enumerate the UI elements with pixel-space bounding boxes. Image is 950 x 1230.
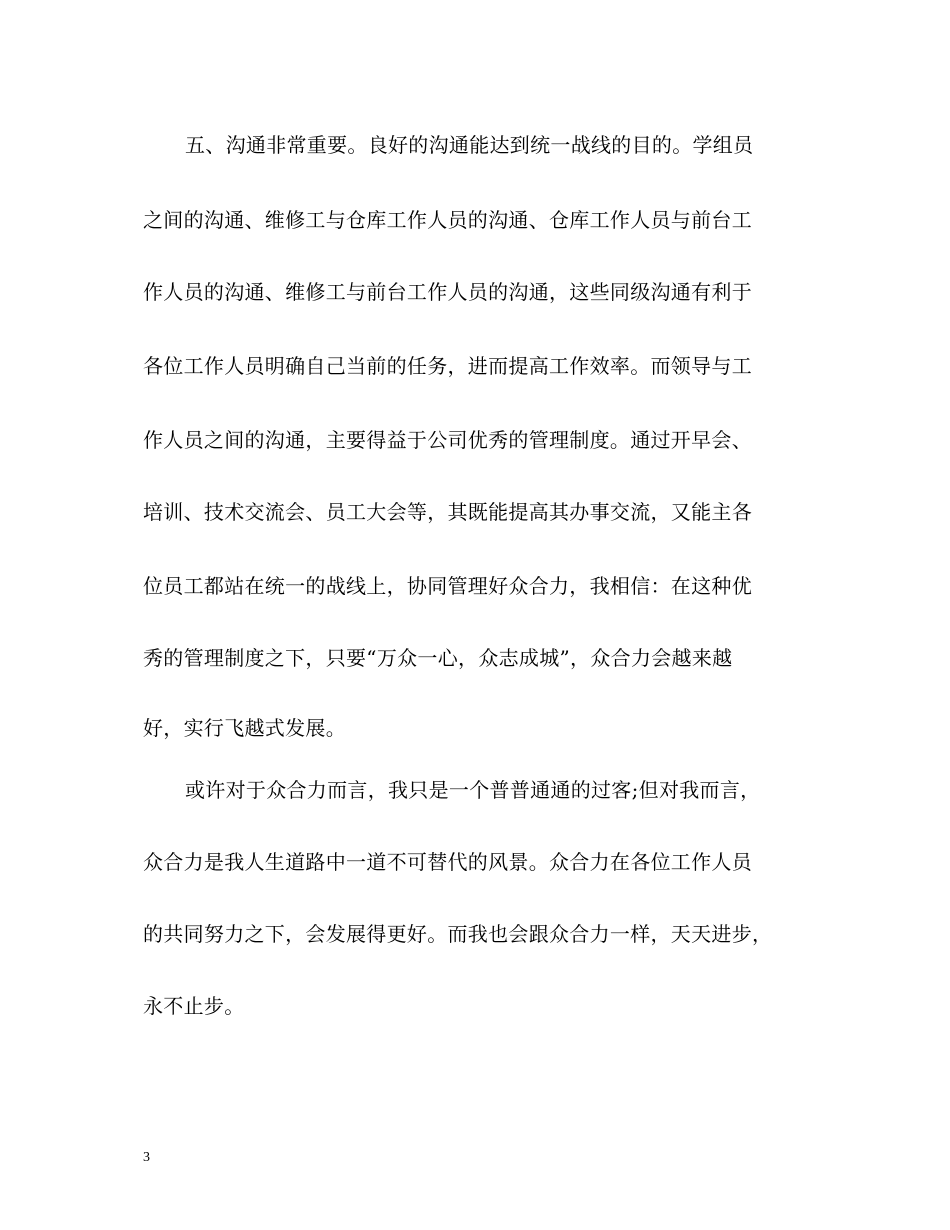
- paragraph-1-line-2: 之间的沟通、维修工与仓库工作人员的沟通、仓库工作人员与前台工: [143, 208, 752, 232]
- paragraph-1-line-4: 各位工作人员明确自己当前的任务，进而提高工作效率。而领导与工: [143, 354, 752, 378]
- paragraph-1-line-3: 作人员的沟通、维修工与前台工作人员的沟通，这些同级沟通有利于: [143, 280, 752, 304]
- paragraph-1-line-6: 培训、技术交流会、员工大会等，其既能提高其办事交流，又能主各: [143, 500, 752, 524]
- paragraph-1-line-9: 好，实行飞越式发展。: [143, 716, 346, 740]
- paragraph-2-line-2: 众合力是我人生道路中一道不可替代的风景。众合力在各位工作人员: [143, 850, 752, 874]
- page-number: 3: [143, 1150, 150, 1165]
- paragraph-2-line-4: 永不止步。: [143, 994, 245, 1018]
- paragraph-1-line-1: 五、沟通非常重要。良好的沟通能达到统一战线的目的。学组员: [185, 133, 754, 157]
- paragraph-2-line-1: 或许对于众合力而言，我只是一个普普通通的过客;但对我而言，: [185, 778, 761, 802]
- paragraph-1-line-5: 作人员之间的沟通，主要得益于公司优秀的管理制度。通过开早会、: [143, 428, 752, 452]
- paragraph-1-line-7: 位员工都站在统一的战线上，协同管理好众合力，我相信：在这种优: [143, 574, 752, 598]
- paragraph-2-line-3: 的共同努力之下，会发展得更好。而我也会跟众合力一样，天天进步，: [143, 922, 773, 946]
- paragraph-1-line-8: 秀的管理制度之下，只要“万众一心，众志成城”，众合力会越来越: [143, 646, 733, 670]
